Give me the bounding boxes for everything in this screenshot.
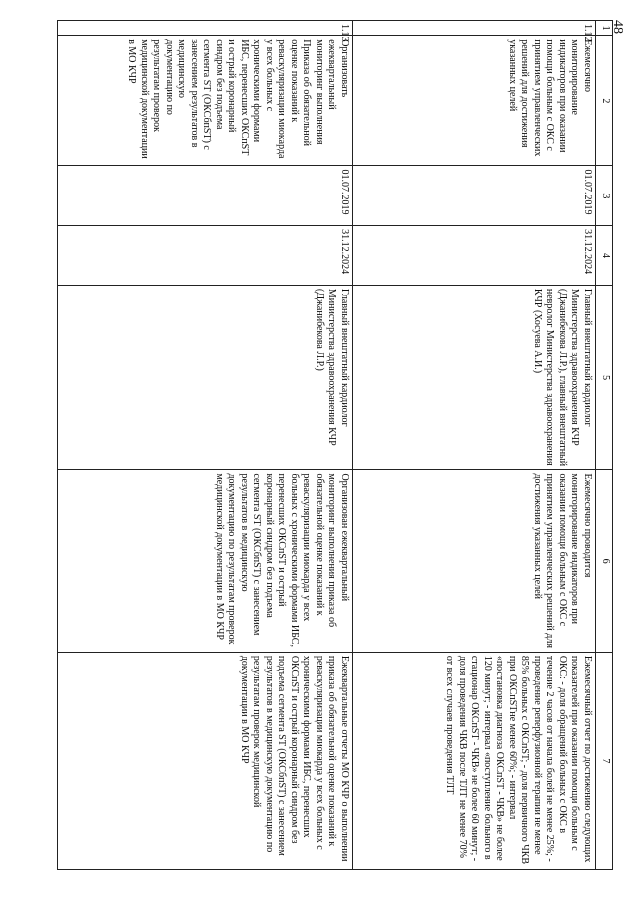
- column-number: 4: [596, 226, 613, 286]
- control-cell: Ежеквартальные отчеты МО КЧР о выполнении приказа об обязательной оценке показаний к реваскуляризации миокарда у всех больных с хроническими формами ИБС, перенесших ОКСпST и острый коронарный синдром без подъема сегмента ST (ОКСбпST) с занесением результатов в медицинскую документацию по результатам проверок медицинской документации в МО КЧР: [58, 652, 353, 869]
- column-number-row: [596, 21, 613, 870]
- responsible-cell: Главный внештатный кардиолог Министерства здравоохранения КЧР (Джанибекова Л.Р.): [58, 285, 353, 470]
- column-number: 7: [596, 652, 613, 869]
- row-number: 1.12: [353, 21, 596, 36]
- column-number: 5: [596, 285, 613, 470]
- start-date-cell: 01.07.2019: [353, 166, 596, 226]
- table-row: [353, 21, 596, 870]
- rotated-table-sheet: [55, 20, 613, 870]
- column-number: 6: [596, 470, 613, 652]
- end-date-cell: 31.12.2024: [353, 226, 596, 286]
- task-cell: Ежемесячно мониторирование индикаторов при оказании помощи больным с ОКС с принятием управленческих решений для достижения указанных целей: [353, 36, 596, 166]
- control-cell: Ежемесячный отчет по достижению следующих показателей при оказании помощи больным с ОКС: - доля обращений больных с ОКС в течение 2 часов от начала болей не менее 25%; - проведение реперфузионной терапии не менее 85% больных с ОКСпST; - доля первичного ЧКВ при ОКСпSTне менее 60%; - интервал «постановка диагноза ОКСпST - ЧКВ» не более 120 минут; - интервал «поступление больного в стационар ОКСпST - ЧКВ» не более 60 минут; - доля проведения ЧКВ после ТЛТ не менее 70% от всех случаев проведения ТЛТ: [353, 652, 596, 869]
- task-cell: Организовать ежеквартальный мониторинг выполнения Приказа об обязательной оценке показаний к реваскуляризации миокарда у всех больных с хроническими формами ИБС, перенесших ОКСпST и острый коронарный синдром без подъема сегмента ST (ОКСбпST) с занесением результатов в медицинскую документацию по результатам проверок медицинской документации в МО КЧР: [58, 36, 353, 166]
- page-number: 48: [610, 20, 625, 34]
- end-date-cell: 31.12.2024: [58, 226, 353, 286]
- responsible-cell: Главный внештатный кардиолог Министерства здравоохранения КЧР (Джанибекова Л.Р.), главный внештатный невролог Министерства здравоохранения КЧР (Хосуева А.И.): [353, 285, 596, 470]
- column-number: 1: [596, 21, 613, 36]
- column-number: 2: [596, 36, 613, 166]
- result-cell: Ежемесячно проводится мониторирование индикаторов при оказании помощи больным с ОКС с принятием управленческих решений для достижения указанных целей: [353, 470, 596, 652]
- plan-table: [57, 20, 613, 870]
- table-row: [58, 21, 353, 870]
- row-number: 1.13: [58, 21, 353, 36]
- column-number: 3: [596, 166, 613, 226]
- result-cell: Организован ежеквартальный мониторинг выполнения приказа об обязательной оценке показаний к реваскуляризации миокарда у всех больных с хроническими формами ИБС, перенесших ОКСпST и острый коронарный синдром без подъема сегмента ST (ОКСбпST) с занесением результатов в медицинскую документацию по результатам проверок медицинской документации в МО КЧР: [58, 470, 353, 652]
- start-date-cell: 01.07.2019: [58, 166, 353, 226]
